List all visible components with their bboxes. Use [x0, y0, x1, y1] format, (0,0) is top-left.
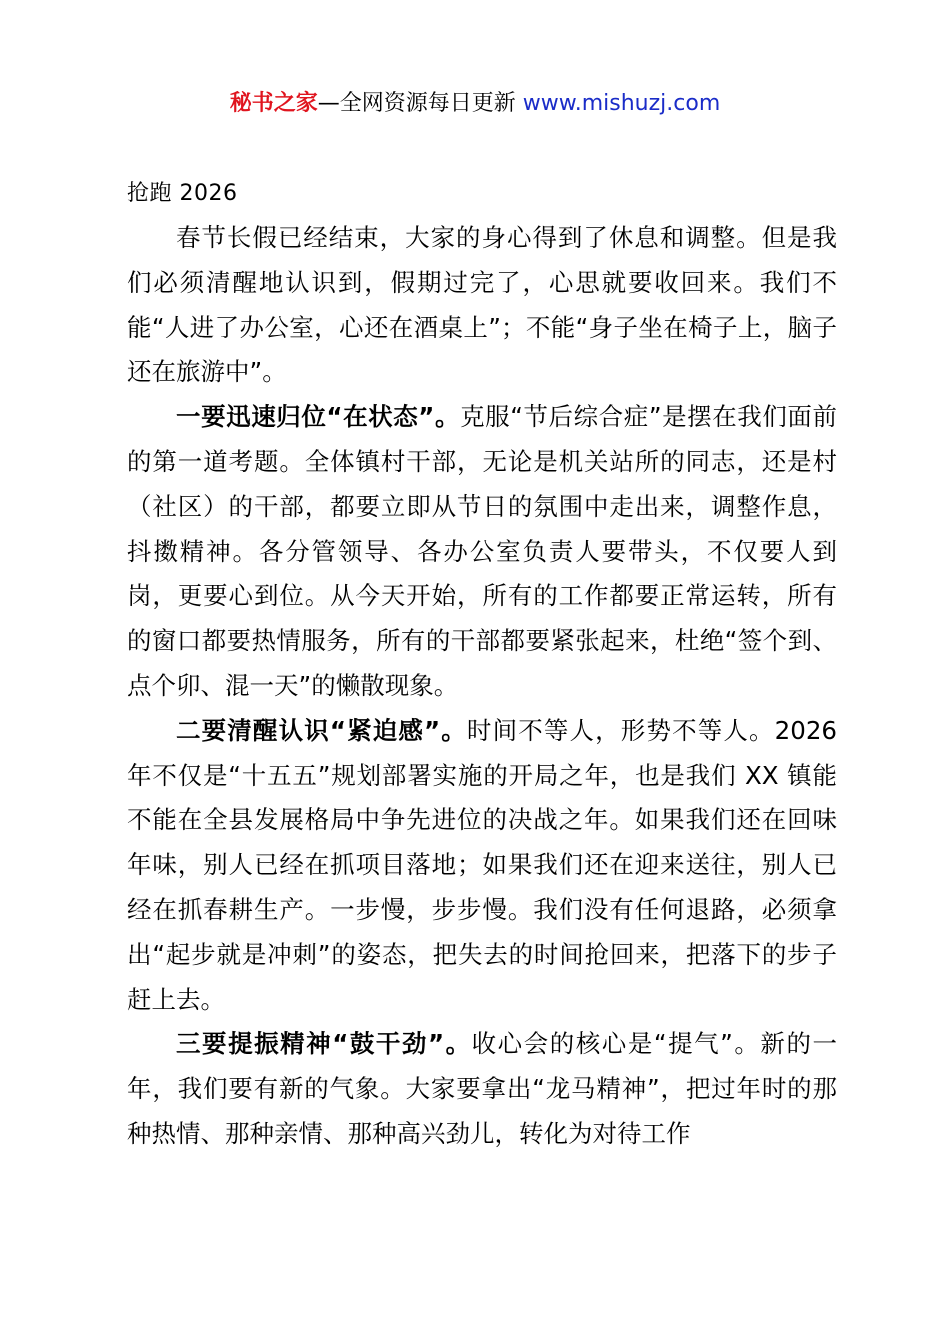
paragraph-text: 收心会的核心是“提气”。新的一年，我们要有新的气象。大家要拿出“龙马精神”，把过年时的那种热情、那种亲情、那种高兴劲儿，转化为对待工作: [127, 1029, 837, 1148]
site-url-link[interactable]: www.mishuzj.com: [522, 91, 721, 116]
document-title: 抢跑 2026: [127, 181, 238, 206]
document-body: [127, 172, 837, 1157]
paragraph-point-2: [127, 709, 837, 1023]
site-brand: 秘书之家: [229, 91, 318, 116]
paragraph-intro: [127, 216, 837, 395]
paragraph-lead: 二要清醒认识“紧迫感”。: [176, 715, 467, 745]
site-tagline: —全网资源每日更新: [317, 91, 523, 116]
paragraph-point-3: [127, 1022, 837, 1156]
site-header: [0, 88, 950, 120]
paragraph-text: 时间不等人，形势不等人。2026 年不仅是“十五五”规划部署实施的开局之年，也是我们 XX 镇能不能在全县发展格局中争先进位的决战之年。如果我们还在回味年味，别人已经在抓项目落地；如果我们还在迎来送往，别人已经在抓春耕生产。一步慢，步步慢。我们没有任何退路，必须拿出“起步就是冲刺”的姿态，把失去的时间抢回来，把落下的步子赶上去。: [127, 715, 837, 1014]
paragraph-lead: 一要迅速归位“在状态”。: [176, 402, 461, 432]
paragraph-text: 克服“节后综合症”是摆在我们面前的第一道考题。全体镇村干部，无论是机关站所的同志，还是村（社区）的干部，都要立即从节日的氛围中走出来，调整作息，抖擞精神。各分管领导、各办公室负责人要带头，不仅要人到岗，更要心到位。从今天开始，所有的工作都要正常运转，所有的窗口都要热情服务，所有的干部都要紧张起来，杜绝“签个到、点个卯、混一天”的懒散现象。: [127, 402, 838, 700]
paragraph-lead: 三要提振精神“鼓干劲”。: [176, 1029, 472, 1059]
paragraph-text: 春节长假已经结束，大家的身心得到了休息和调整。但是我们必须清醒地认识到，假期过完了，心思就要收回来。我们不能“人进了办公室，心还在酒桌上”；不能“身子坐在椅子上，脑子还在旅游中”。: [127, 223, 837, 387]
paragraph-point-1: [127, 395, 837, 709]
